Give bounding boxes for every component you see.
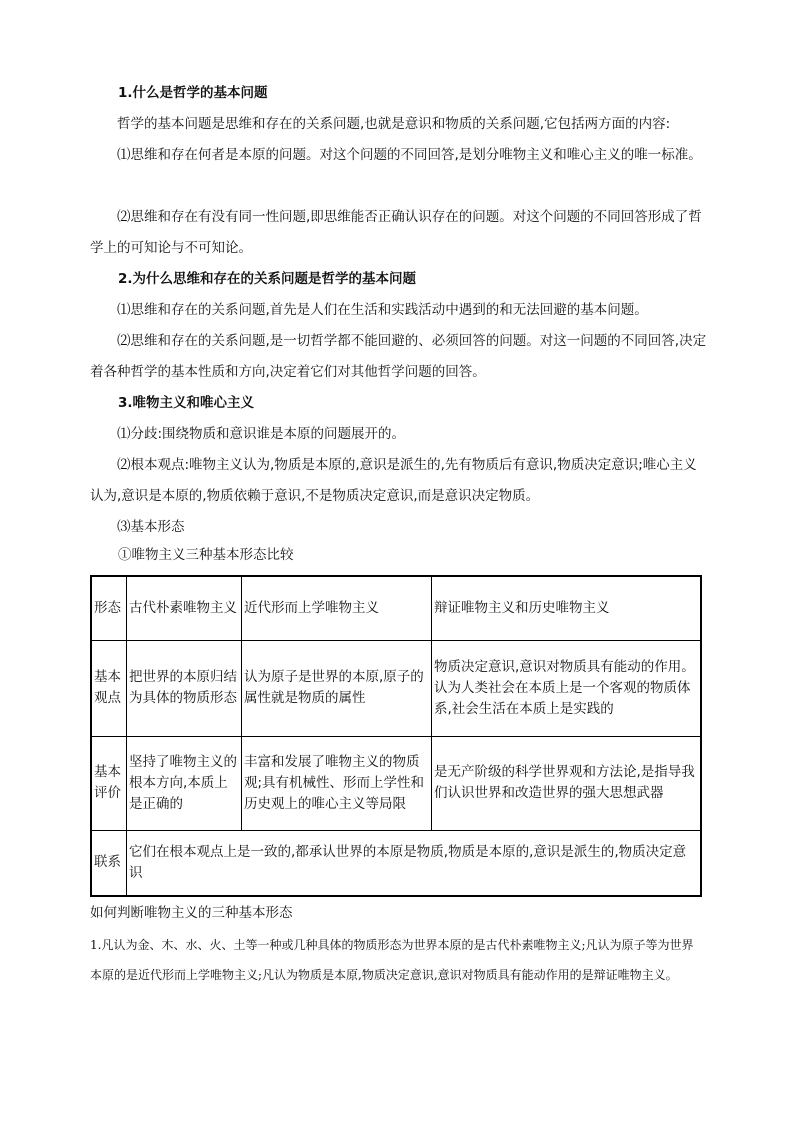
table-header-row: [91, 576, 701, 640]
table-row-views: [91, 640, 701, 736]
table-caption: ①唯物主义三种基本形态比较: [118, 547, 294, 563]
table-row-link: [91, 830, 701, 896]
table-cell: 是无产阶级的科学世界观和方法论,是指导我们认识世界和改造世界的强大思想武器: [432, 736, 702, 830]
section-3-point-2: ⑵根本观点:唯物主义认为,物质是本原的,意识是派生的,先有物质后有意识,物质决定意识;唯心主义认为,意识是本原的,物质依赖于意识,不是物质决定意识,而是意识决定物质。: [90, 457, 697, 504]
section-1-point-2: ⑵思维和存在有没有同一性问题,即思维能否正确认识存在的问题。对这个问题的不同回答形成了哲学上的可知论与不可知论。: [90, 209, 702, 256]
header-cell: 辩证唯物主义和历史唯物主义: [432, 576, 702, 640]
note-body: 1.凡认为金、木、水、火、土等一种或几种具体的物质形态为世界本原的是古代朴素唯物主义;凡认为原子等为世界本原的是近代形而上学唯物主义;凡认为物质是本原,物质决定意识,意识对物质具有能动作用的是辩证唯物主义。: [90, 938, 694, 982]
header-cell: 形态: [91, 576, 127, 640]
section-2-point-2: ⑵思维和存在的关系问题,是一切哲学都不能回避的、必须回答的问题。对这一问题的不同回答,决定着各种哲学的基本性质和方向,决定着它们对其他哲学问题的回答。: [90, 333, 707, 380]
row-label: 基本评价: [91, 736, 127, 830]
table-cell: 它们在根本观点上是一致的,都承认世界的本原是物质,物质是本原的,意识是派生的,物质决定意识: [127, 830, 702, 896]
section-3-point-1: ⑴分歧:围绕物质和意识谁是本原的问题展开的。: [117, 426, 406, 442]
section-3-point-3: ⑶基本形态: [117, 519, 185, 535]
table-row-evaluation: [91, 736, 701, 830]
table-cell: 把世界的本原归结为具体的物质形态: [127, 640, 242, 736]
table-cell: 丰富和发展了唯物主义的物质观;具有机械性、形而上学性和历史观上的唯心主义等局限: [242, 736, 432, 830]
row-label: 基本观点: [91, 640, 127, 736]
section-1-intro: 哲学的基本问题是思维和存在的关系问题,也就是意识和物质的关系问题,它包括两方面的内容:: [117, 116, 671, 132]
section-1-point-1: ⑴思维和存在何者是本原的问题。对这个问题的不同回答,是划分唯物主义和唯心主义的唯一标准。: [117, 147, 702, 163]
section-3-title: 3.唯物主义和唯心主义: [118, 395, 255, 411]
section-2-title: 2.为什么思维和存在的关系问题是哲学的基本问题: [118, 271, 417, 287]
table-cell: 坚持了唯物主义的根本方向,本质上是正确的: [127, 736, 242, 830]
section-1-title: 1.什么是哲学的基本问题: [118, 85, 268, 101]
note-title: 如何判断唯物主义的三种基本形态: [90, 905, 293, 921]
header-cell: 近代形而上学唯物主义: [242, 576, 432, 640]
table-cell: 认为原子是世界的本原,原子的属性就是物质的属性: [242, 640, 432, 736]
comparison-table: [90, 575, 702, 897]
row-label: 联系: [91, 830, 127, 896]
table-cell: 物质决定意识,意识对物质具有能动的作用。认为人类社会在本质上是一个客观的物质体系,社会生活在本质上是实践的: [432, 640, 702, 736]
header-cell: 古代朴素唯物主义: [127, 576, 242, 640]
section-2-point-1: ⑴思维和存在的关系问题,首先是人们在生活和实践活动中遇到的和无法回避的基本问题。: [117, 302, 648, 318]
